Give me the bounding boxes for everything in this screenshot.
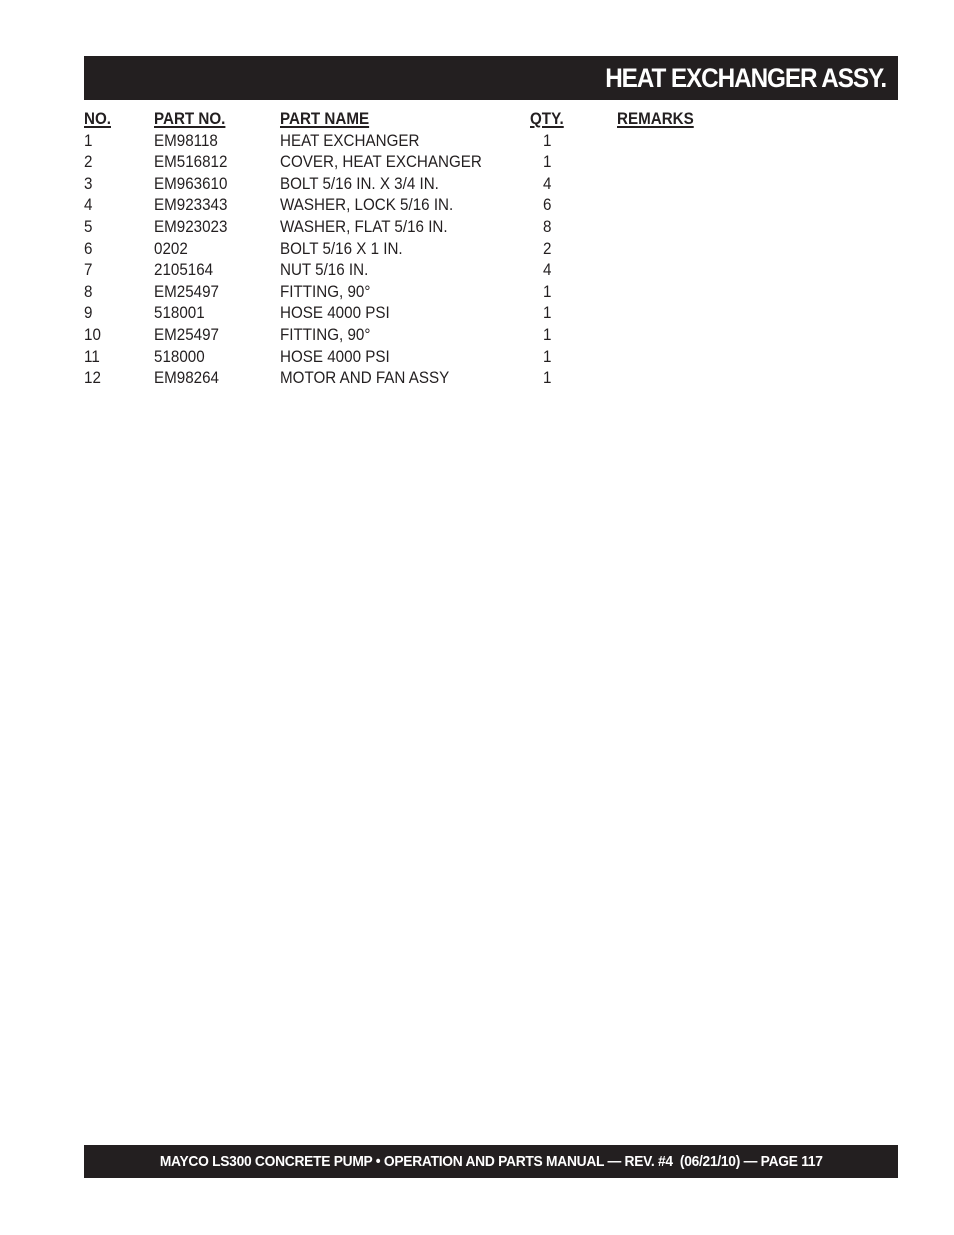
cell-part-name: MOTOR AND FAN ASSY [280,369,450,388]
parts-list-table [84,109,784,390]
table-row [84,152,784,174]
cell-no: 10 [84,325,101,344]
page-title: HEAT EXCHANGER ASSY. [605,62,886,93]
table-row [84,325,784,347]
cell-part-name: HOSE 4000 PSI [280,304,390,323]
cell-qty: 4 [543,174,552,193]
table-row [84,303,784,325]
cell-qty: 1 [543,369,552,388]
cell-qty: 2 [543,239,552,258]
cell-part-name: BOLT 5/16 X 1 IN. [280,239,403,258]
table-row [84,131,784,153]
cell-qty: 1 [543,347,552,366]
cell-part-no: 2105164 [154,261,214,280]
table-row [84,195,784,217]
cell-part-no: EM963610 [154,174,228,193]
cell-qty: 6 [543,196,552,215]
column-header-part-name: PART NAME [280,110,370,128]
cell-part-no: EM98118 [154,131,218,150]
cell-part-no: 518001 [154,304,205,323]
cell-part-no: 518000 [154,347,205,366]
cell-no: 4 [84,196,93,215]
cell-part-no: EM923343 [154,196,228,215]
cell-no: 9 [84,304,93,323]
cell-part-name: FITTING, 90° [280,325,371,344]
title-bar [84,56,898,100]
cell-no: 3 [84,174,93,193]
cell-qty: 4 [543,261,552,280]
cell-qty: 8 [543,217,552,236]
cell-qty: 1 [543,282,552,301]
cell-part-name: WASHER, FLAT 5/16 IN. [280,217,448,236]
table-row [84,282,784,304]
cell-qty: 1 [543,325,552,344]
cell-part-no: EM923023 [154,217,228,236]
table-row [84,239,784,261]
cell-no: 8 [84,282,93,301]
table-row [84,347,784,369]
column-header-no: NO. [84,110,111,128]
cell-part-name: NUT 5/16 IN. [280,261,369,280]
cell-part-name: COVER, HEAT EXCHANGER [280,153,482,172]
cell-qty: 1 [543,304,552,323]
table-row [84,217,784,239]
cell-part-name: FITTING, 90° [280,282,371,301]
cell-qty: 1 [543,131,552,150]
cell-no: 7 [84,261,93,280]
cell-no: 6 [84,239,93,258]
cell-part-name: HEAT EXCHANGER [280,131,420,150]
cell-part-no: EM98264 [154,369,219,388]
cell-no: 12 [84,369,101,388]
cell-qty: 1 [543,153,552,172]
table-row [84,260,784,282]
cell-part-name: WASHER, LOCK 5/16 IN. [280,196,454,215]
table-body [84,131,784,390]
column-header-qty: QTY. [530,110,564,128]
cell-part-name: BOLT 5/16 IN. X 3/4 IN. [280,174,439,193]
footer-bar [84,1145,898,1178]
cell-part-no: EM25497 [154,282,219,301]
cell-no: 11 [84,347,100,366]
cell-part-no: EM25497 [154,325,219,344]
cell-part-no: 0202 [154,239,188,258]
footer-text: MAYCO LS300 CONCRETE PUMP • OPERATION AND PARTS MANUAL — REV. #4 (06/21/10) — PAGE 117 [159,1153,823,1170]
cell-part-no: EM516812 [154,153,228,172]
column-header-part-no: PART NO. [154,110,226,128]
column-header-remarks: REMARKS [617,110,694,128]
table-header-row [84,109,784,131]
table-row [84,368,784,390]
cell-part-name: HOSE 4000 PSI [280,347,390,366]
table-row [84,174,784,196]
cell-no: 5 [84,217,93,236]
cell-no: 2 [84,153,93,172]
cell-no: 1 [84,131,93,150]
